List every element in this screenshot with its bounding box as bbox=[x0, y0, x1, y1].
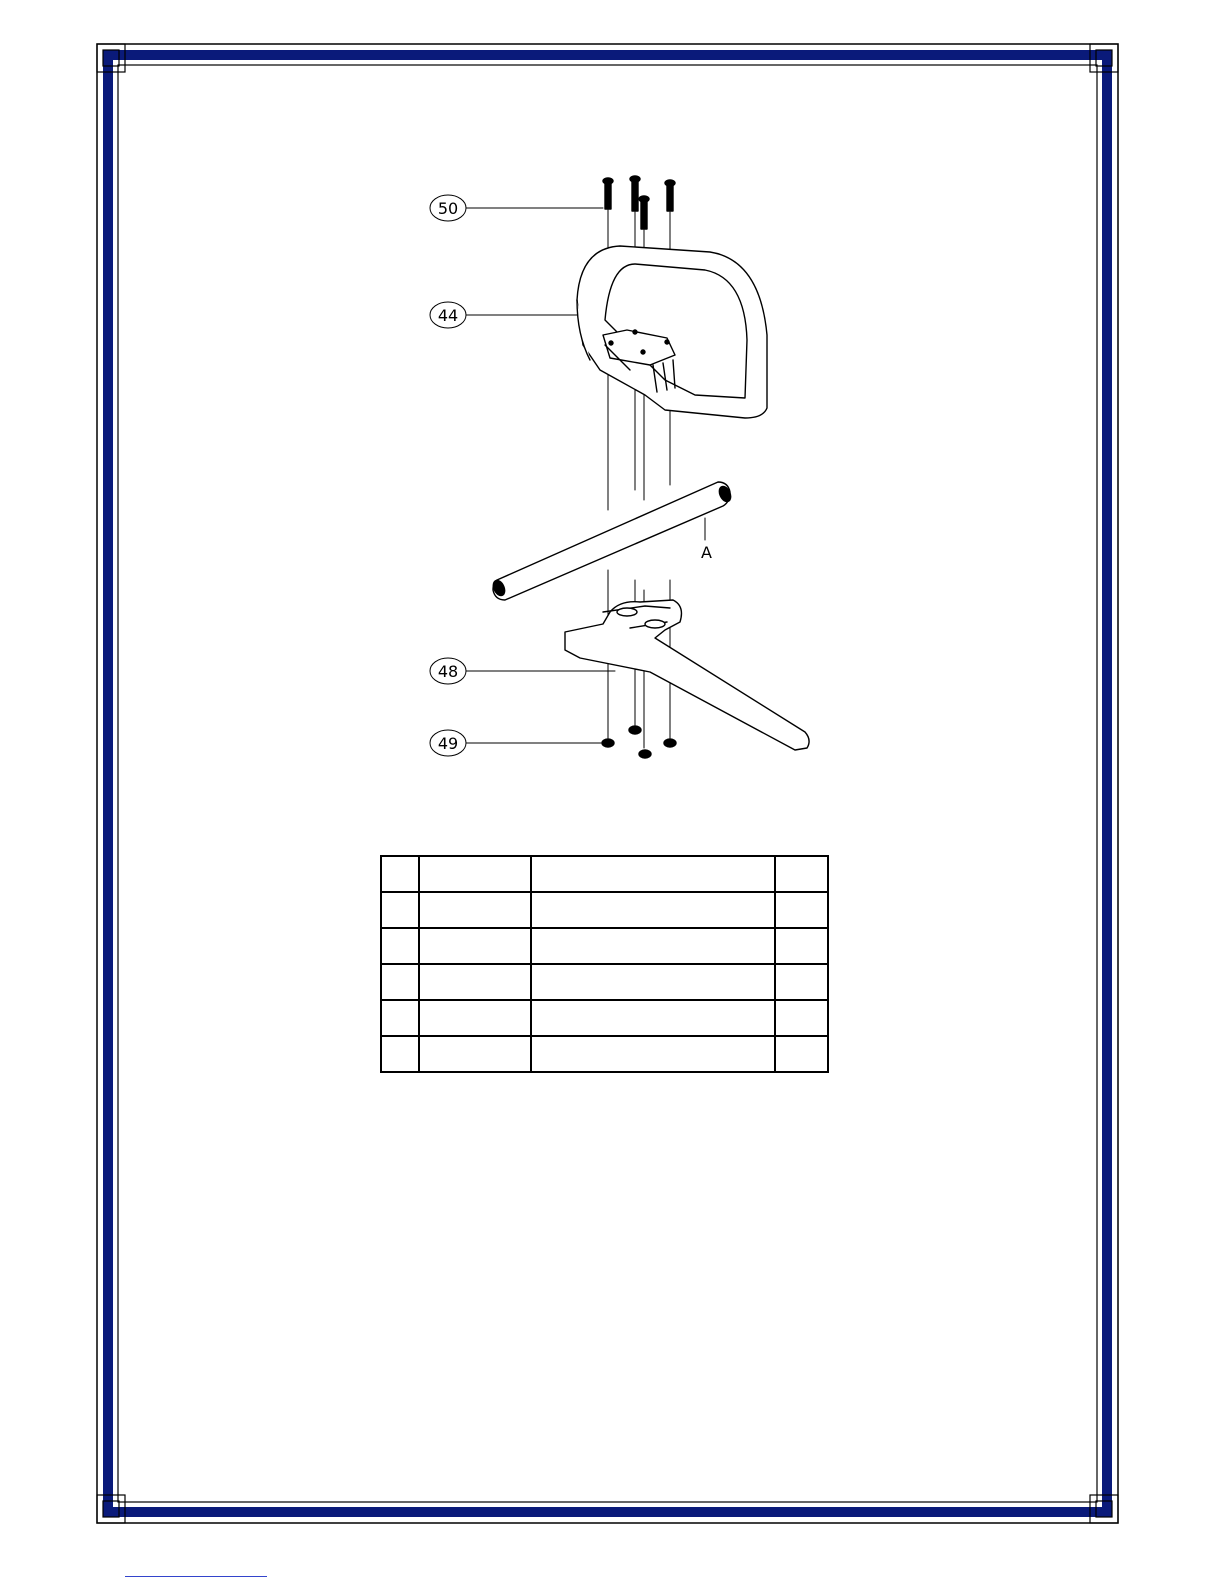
svg-text:44: 44 bbox=[437, 306, 459, 325]
table-cell bbox=[531, 1000, 775, 1036]
svg-text:50: 50 bbox=[437, 199, 459, 218]
table-cell bbox=[419, 856, 531, 892]
table-cell bbox=[381, 928, 419, 964]
callout-48 bbox=[430, 658, 615, 684]
table-cell bbox=[419, 928, 531, 964]
table-row bbox=[381, 1036, 828, 1072]
table-cell bbox=[419, 1000, 531, 1036]
table-cell bbox=[775, 1000, 828, 1036]
table-cell bbox=[381, 856, 419, 892]
footer-link-underline[interactable] bbox=[125, 1576, 267, 1577]
bolt bbox=[639, 196, 649, 229]
table-row bbox=[381, 1000, 828, 1036]
table-cell bbox=[531, 856, 775, 892]
handle-part-44 bbox=[577, 246, 767, 418]
table-cell bbox=[381, 1000, 419, 1036]
base-part-48 bbox=[565, 600, 809, 750]
nut-group bbox=[602, 726, 676, 758]
table-row bbox=[381, 856, 828, 892]
parts-table bbox=[380, 855, 829, 1073]
callout-49 bbox=[430, 730, 601, 756]
table-cell bbox=[531, 892, 775, 928]
tube-part-a bbox=[491, 482, 733, 600]
table-cell bbox=[775, 1036, 828, 1072]
table-row bbox=[381, 928, 828, 964]
bolt bbox=[603, 178, 613, 209]
table-cell bbox=[775, 928, 828, 964]
table-cell bbox=[775, 892, 828, 928]
table-cell bbox=[531, 928, 775, 964]
table-cell bbox=[419, 964, 531, 1000]
table-cell bbox=[381, 892, 419, 928]
table-cell bbox=[531, 964, 775, 1000]
table-cell bbox=[381, 964, 419, 1000]
bolt bbox=[630, 176, 640, 211]
svg-text:48: 48 bbox=[437, 662, 459, 681]
label-a: A bbox=[701, 543, 712, 562]
table-cell bbox=[381, 1036, 419, 1072]
bolt-group bbox=[603, 176, 675, 229]
svg-text:49: 49 bbox=[437, 734, 459, 753]
bolt bbox=[665, 180, 675, 211]
table-row bbox=[381, 964, 828, 1000]
table-cell bbox=[775, 856, 828, 892]
callout-50 bbox=[430, 195, 603, 221]
table-row bbox=[381, 892, 828, 928]
callout-44 bbox=[430, 302, 577, 328]
table-cell bbox=[775, 964, 828, 1000]
table-cell bbox=[419, 1036, 531, 1072]
table-cell bbox=[531, 1036, 775, 1072]
table-cell bbox=[419, 892, 531, 928]
assembly-diagram bbox=[405, 160, 825, 780]
